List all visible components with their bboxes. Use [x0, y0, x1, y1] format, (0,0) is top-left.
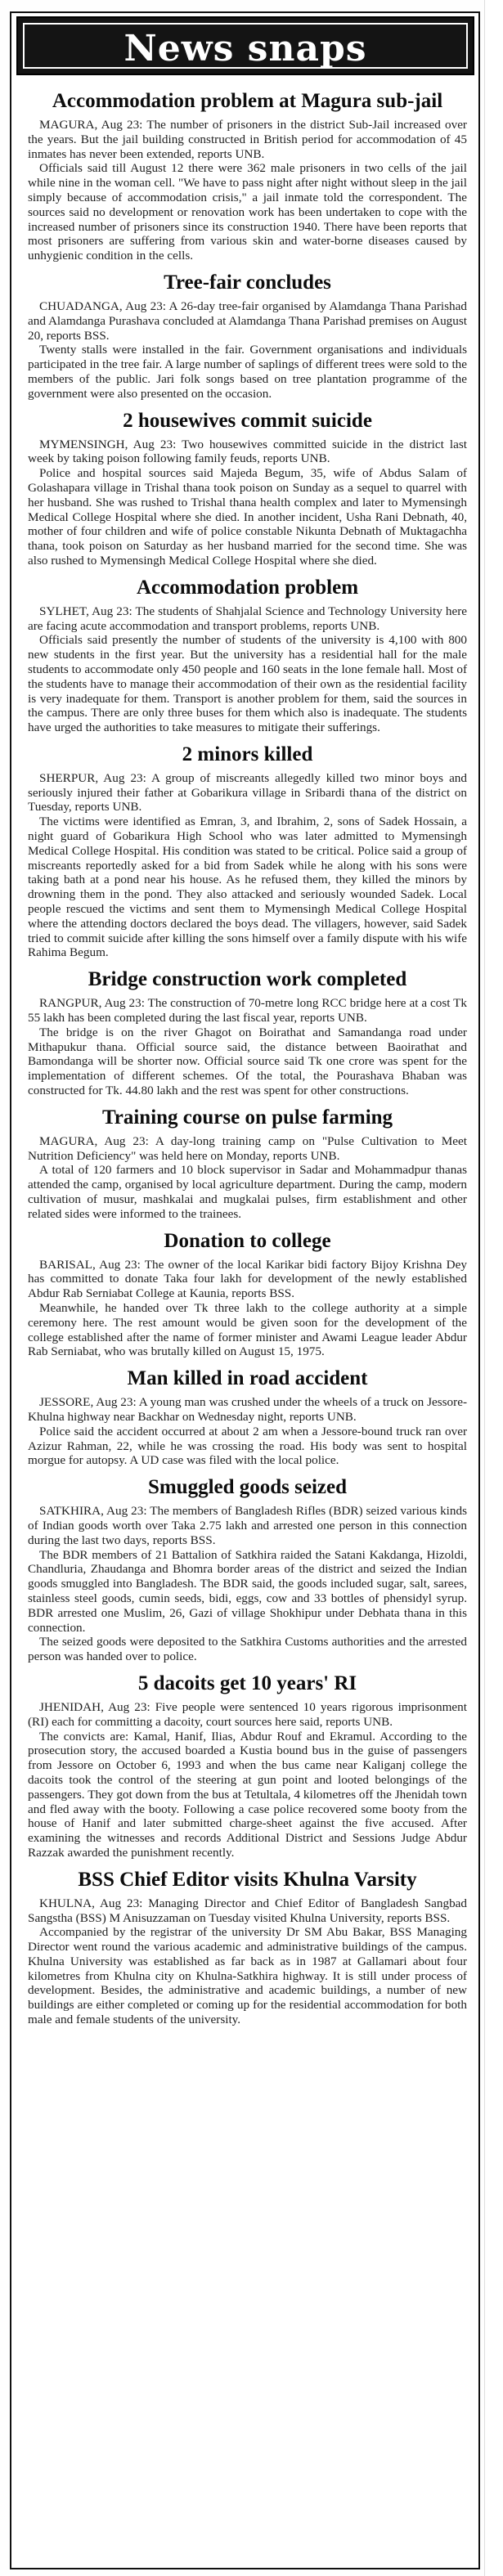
story-paragraph: JHENIDAH, Aug 23: Five people were sentenced 10 years rigorous imprisonment (RI) each for committing a dacoity, court sources here said, reports UNB.: [28, 1699, 467, 1729]
story-paragraph: CHUADANGA, Aug 23: A 26-day tree-fair organised by Alamdanga Thana Parishad and Alamdanga Purashava concluded at Alamdanga Thana Parishad premises on August 20, reports BSS.: [28, 298, 467, 343]
story-paragraph: Officials said presently the number of students of the university is 4,100 with 800 new students in the first year. But the university has a residential hall for the male students to accommodate only 450 people and 160 seats in the lone female hall. Most of the students have to manage their accommodation of their own as the residential facility is very inadequate for them. Transport is another problem for them, said the sources in the campus. There are only three buses for them which also is inadequate. The students have urged the authorities to take measures to mitigate their sufferings.: [28, 633, 467, 735]
story-headline: Smuggled goods seized: [147, 1476, 348, 1499]
story-paragraph: Police said the accident occurred at about 2 am when a Jessore-bound truck ran over Azizur Rahman, 22, while he was crossing the road. His body was sent to hospital morgue for autopsy. A UD case was filed with the local police.: [28, 1424, 467, 1468]
story-headline: 2 housewives commit suicide: [123, 409, 372, 432]
story: [28, 577, 467, 735]
story: [28, 1230, 467, 1360]
story-paragraph: JESSORE, Aug 23: A young man was crushed under the wheels of a truck on Jessore-Khulna highway near Backhar on Wednesday night, reports UNB.: [28, 1395, 467, 1424]
story-paragraph: Police and hospital sources said Majeda Begum, 35, wife of Abdus Salam of Golashapara village in Trishal thana took poison on Sunday as a sequel to quarrel with her husband. She was rushed to Trishal thana health complex and later to Mymensingh Medical College Hospital where she died. In another incident, Usha Rani Debnath, 40, mother of four children and wife of police constable Nikunta Debnath of Muktagachha thana, took poison on Saturday as her husband married for the second time. She was also rushed to Mymensingh Medical College Hospital where she died.: [28, 466, 467, 568]
story-paragraph: SHERPUR, Aug 23: A group of miscreants allegedly killed two minor boys and seriously injured their father at Gobarikura village in Sribardi thana of the district on Tuesday, reports UNB.: [28, 770, 467, 815]
story: [28, 743, 467, 960]
story-headline: Tree-fair concludes: [164, 271, 331, 294]
story-paragraph: Twenty stalls were installed in the fair. Government organisations and individuals participated in the tree fair. A large number of saplings of different trees were sold to the members of the public. Jari folk songs based on tree plantation programme of the government were also presented on the occasion.: [28, 343, 467, 401]
story-paragraph: Officials said till August 12 there were 362 male prisoners in two cells of the jail while nine in the woman cell. "We have to pass night after night without sleep in the jail simply because of accommodation crisis," a jail inmate told the correspondent. The sources said no development or renovation work has been undertaken to cope with the increased number of prisoners since its construction 1940. There have been reports that most prisoners are suffering from various skin and water-borne diseases caused by unhygienic condition in the cells.: [28, 161, 467, 263]
story-headline: 2 minors killed: [182, 743, 313, 765]
story-headline: Bridge construction work completed: [88, 968, 407, 991]
story: [28, 1367, 467, 1468]
story-headline: Training course on pulse farming: [101, 1106, 393, 1129]
page-edge-margin: [484, 0, 503, 2576]
story: [28, 272, 467, 402]
story-paragraph: BARISAL, Aug 23: The owner of the local Karikar bidi factory Bijoy Krishna Dey has committed to donate Taka four lakh for development of the newly established Abdur Rab Serniabat College at Kaunia, reports BSS.: [28, 1257, 467, 1301]
stories-column: [28, 90, 467, 2035]
story-paragraph: KHULNA, Aug 23: Managing Director and Chief Editor of Bangladesh Sangbad Sangstha (BSS) M Anisuzzaman on Tuesday visited Khulna University, reports BSS.: [28, 1896, 467, 1925]
story-paragraph: The seized goods were deposited to the Satkhira Customs authorities and the arrested person was handed over to police.: [28, 1635, 467, 1664]
story: [28, 1106, 467, 1222]
story-paragraph: SATKHIRA, Aug 23: The members of Bangladesh Rifles (BDR) seized various kinds of Indian goods worth over Taka 2.75 lakh and arrested one person in this connection during the last two days, reports BSS.: [28, 1504, 467, 1547]
story-paragraph: Accompanied by the registrar of the university Dr SM Abu Bakar, BSS Managing Director went round the various academic and administrative buildings of the campus. Khulna University was established as far back as in 1987 at Gallamari about four kilometres from Khulna city on Khulna-Satkhira highway. It is still under process of development. Besides, the administrative and academic buildings, a number of new buildings are either completed or coming up for the residential accommodation for both male and female students of the university.: [28, 1925, 467, 2027]
story-paragraph: The bridge is on the river Ghagot on Boirathat and Samandanga road under Mithapukur thana. Official source said, the distance between Baoirathat and Bamondanga will be shorter now. Official source said Tk one crore was spent for the implementation of different schemes. Of the total, the Pourashava Bhaban was constructed for Tk. 44.80 lakh and the rest was spent for other constructions.: [28, 1025, 467, 1098]
story: [28, 90, 467, 263]
masthead-banner: [16, 16, 474, 75]
story-headline: Donation to college: [164, 1229, 331, 1252]
story: [28, 410, 467, 568]
story-paragraph: MAGURA, Aug 23: A day-long training camp on "Pulse Cultivation to Meet Nutrition Deficiency" was held here on Monday, reports UNB.: [28, 1133, 467, 1163]
story-paragraph: MYMENSINGH, Aug 23: Two housewives committed suicide in the district last week by taking poison following family feuds, reports UNB.: [28, 437, 467, 466]
story: [28, 1672, 467, 1860]
story: [28, 1476, 467, 1664]
story-paragraph: MAGURA, Aug 23: The number of prisoners in the district Sub-Jail increased over the years. But the jail building constructed in British period for accommodation of 45 inmates has never been extended, reports UNB.: [28, 118, 467, 161]
story: [28, 1869, 467, 2027]
story: [28, 968, 467, 1098]
story-headline: Man killed in road accident: [127, 1367, 368, 1390]
story-paragraph: A total of 120 farmers and 10 block supervisor in Sadar and Mohammadpur thanas attended the camp, organised by local agriculture department. During the camp, modern cultivation of musur, mashkalai and mugkalai pulses, firm establishment and other related sides were informed to the trainees.: [28, 1163, 467, 1221]
story-paragraph: The victims were identified as Emran, 3, and Ibrahim, 2, sons of Sadek Hossain, a night guard of Gobarikura High School who was later admitted to Mymensingh Medical College Hospital. His condition was stated to be critical. Police said a group of miscreants reportedly asked for a bid from Sadek while he along with his sons were taking bath at a pond near his house. As he refused them, they killed the minors by drowning them in the pond. They also attacked and seriously wounded Sadek. Local people rescued the victims and sent them to Mymensingh Medical College Hospital where the attending doctors declared the boys dead. The villagers, however, said Sadek tried to commit suicide after killing the sons himself over a family dispute with his wife Rahima Begum.: [28, 815, 467, 960]
story-headline: Accommodation problem: [136, 576, 359, 599]
story-paragraph: The convicts are: Kamal, Hanif, Ilias, Abdur Rouf and Ekramul. According to the prosecution story, the accused boarded a Kustia bound bus in the guise of passengers from Jessore on October 6, 1993 and when the bus came near Kaliganj college the dacoits took the control of the steering at gun point and looted belongings of the passengers. They got down from the bus at Tetultala, 4 kilometres off the Jhenidah town and fled away with the booty. Following a case police recovered some booty from the house of Hanif and later submitted charge-sheet against the five accused. After examining the witnesses and records Additional District and Sessions Judge Abdur Razzak awarded the punishment recently.: [28, 1729, 467, 1860]
story-paragraph: RANGPUR, Aug 23: The construction of 70-metre long RCC bridge here at a cost Tk 55 lakh has been completed during the last fiscal year, reports UNB.: [28, 996, 467, 1025]
story-paragraph: SYLHET, Aug 23: The students of Shahjalal Science and Technology University here are facing acute accommodation and transport problems, reports UNB.: [28, 604, 467, 633]
story-headline: Accommodation problem at Magura sub-jail: [52, 90, 443, 112]
masthead-title: News snaps: [124, 28, 367, 70]
story-headline: 5 dacoits get 10 years' RI: [137, 1672, 357, 1694]
masthead-inner-rule: [23, 23, 468, 69]
story-headline: BSS Chief Editor visits Khulna Varsity: [78, 1868, 417, 1891]
story-paragraph: The BDR members of 21 Battalion of Satkhira raided the Satani Kakdanga, Hizoldi, Chandluria, Zhaudanga and Bhomra border areas of the district and seized the Indian goods smuggled into Bangladesh. The BDR said, the goods included sugar, salt, sarees, stainless steel goods, cumin seeds, bidi, eggs, cow and 33 bottles of phensidyl syrup. BDR arrested one Muslim, 26, Gazi of village Shokhipur under Debhata thana in this connection.: [28, 1547, 467, 1635]
story-paragraph: Meanwhile, he handed over Tk three lakh to the college authority at a simple ceremony here. The rest amount would be given soon for the development of the college established after the name of former minister and Awami League leader Abdur Rab Serniabat, who was brutally killed on August 15, 1975.: [28, 1301, 467, 1359]
